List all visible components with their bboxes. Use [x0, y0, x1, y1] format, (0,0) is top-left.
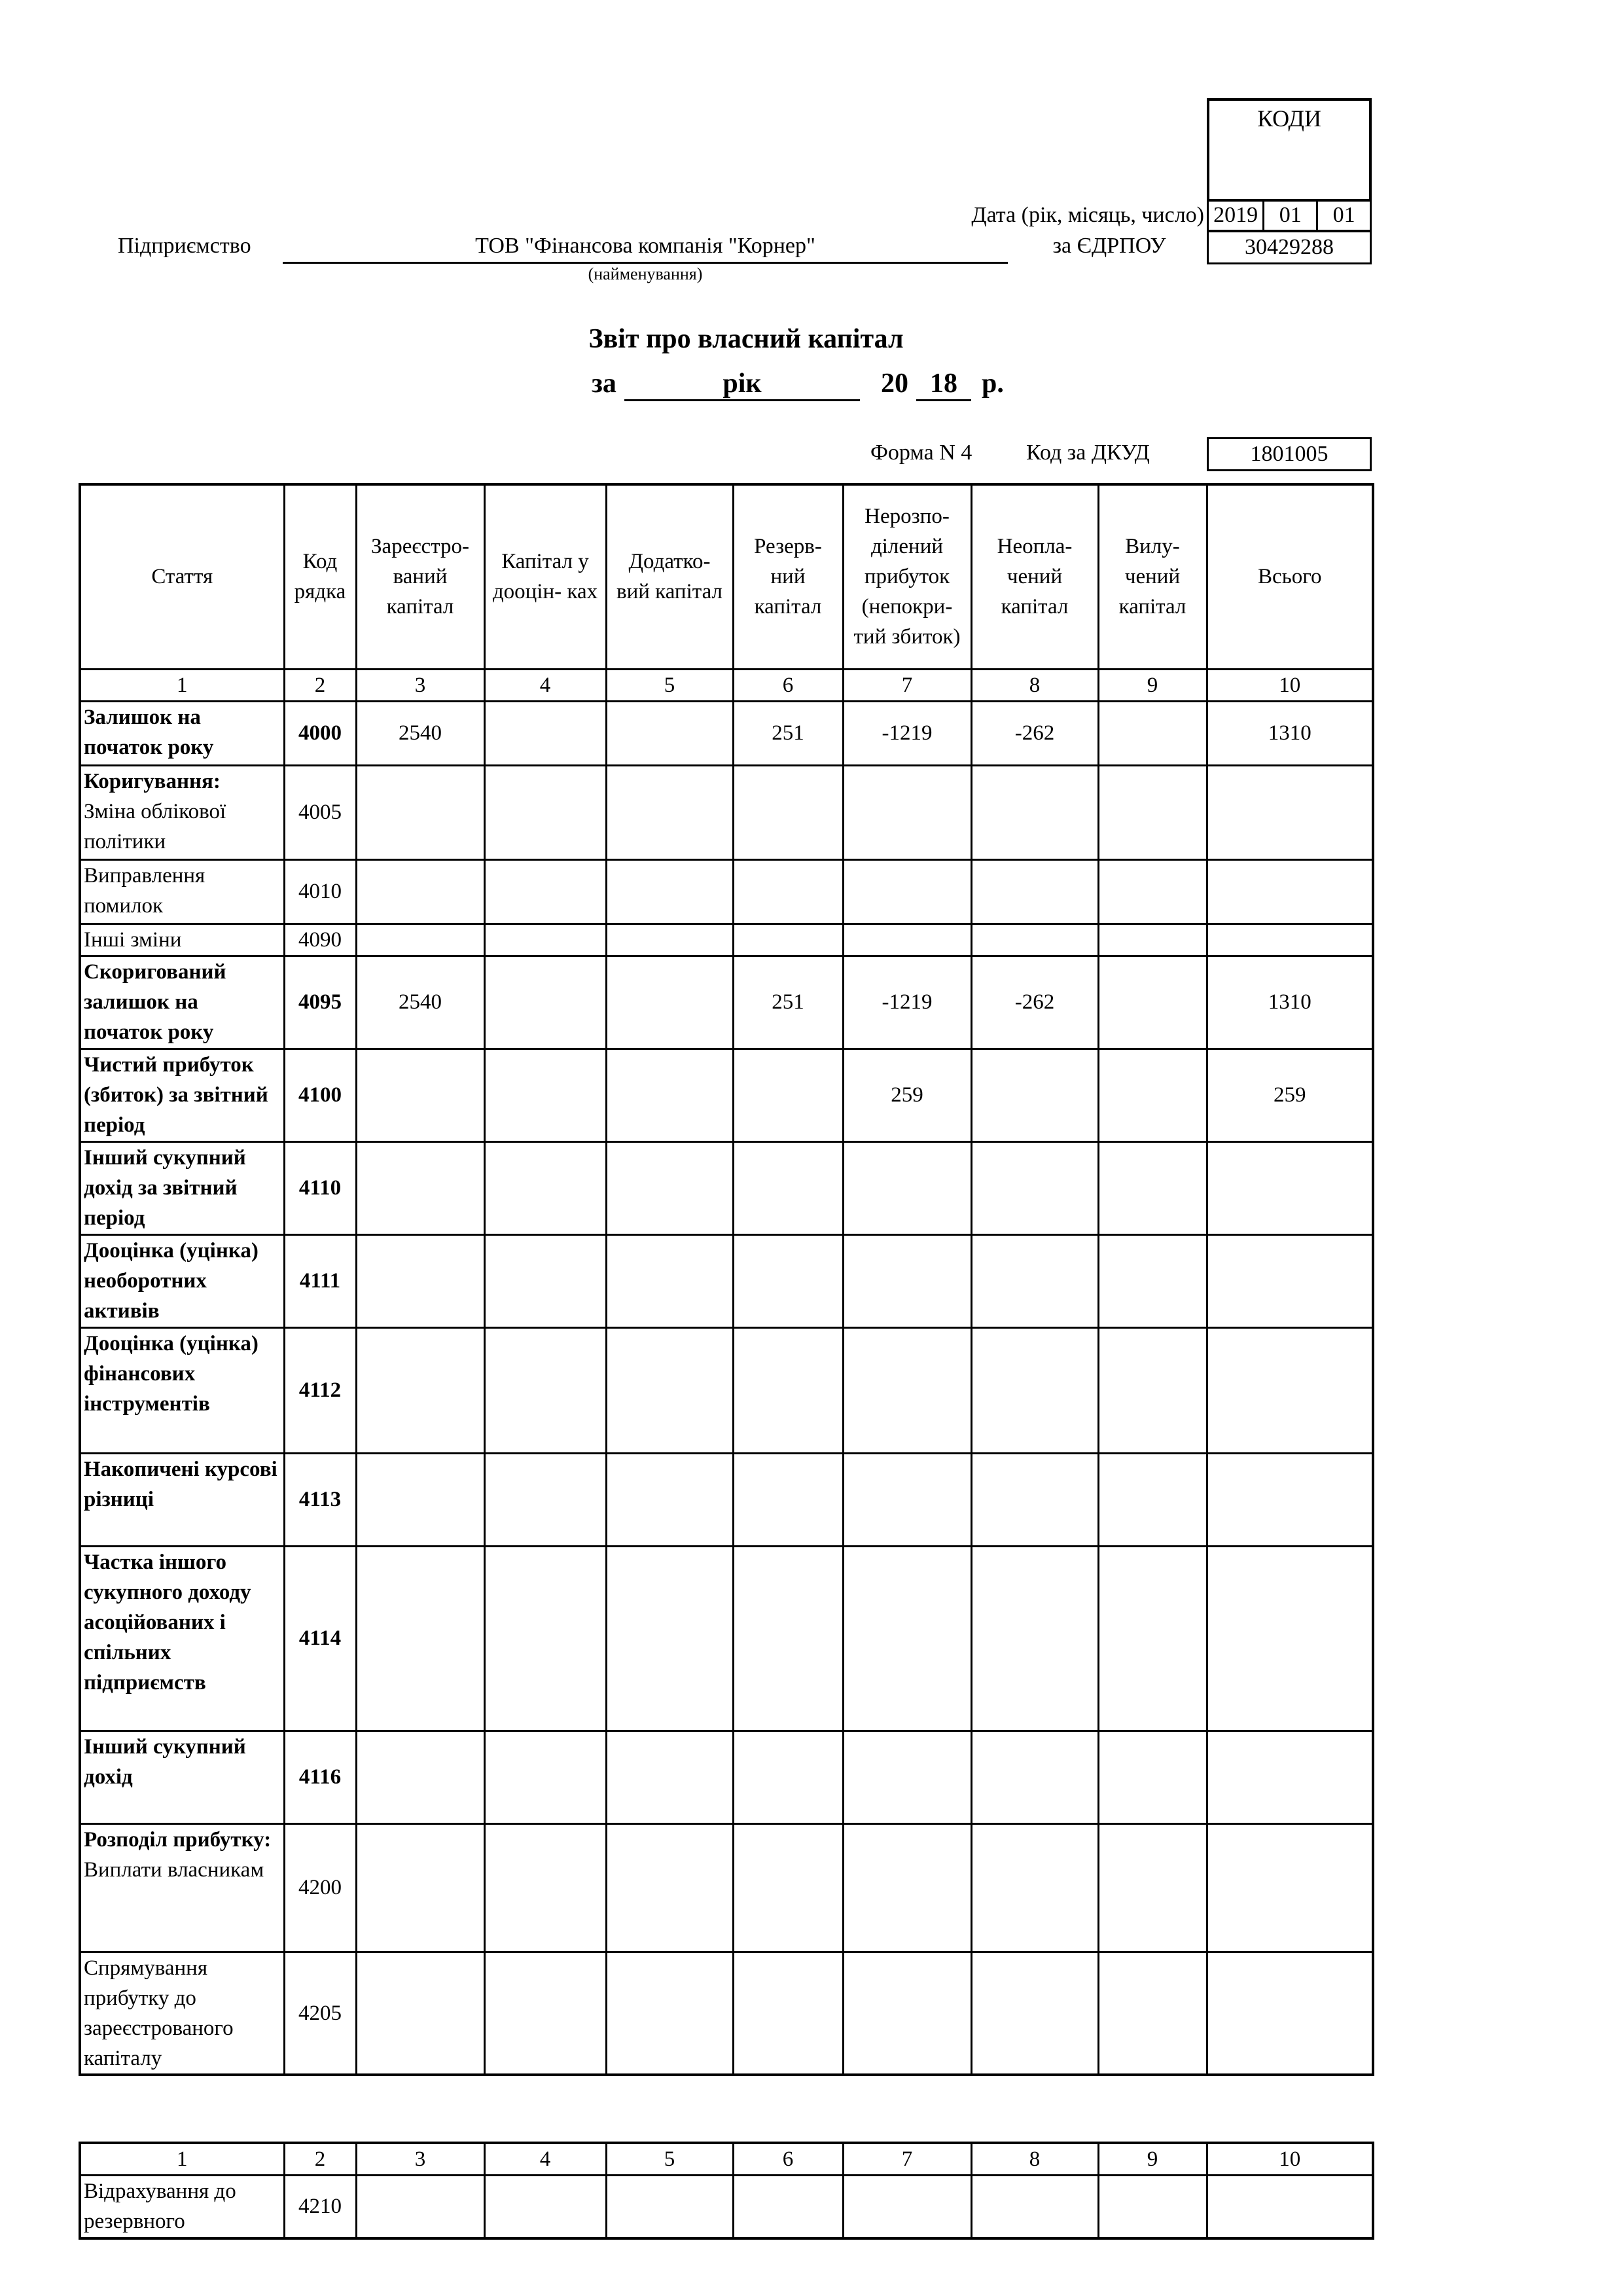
value-cell: [843, 1823, 971, 1952]
value-cell: [971, 1327, 1098, 1453]
column-number: 5: [606, 669, 733, 701]
value-cell: [1098, 924, 1207, 956]
dkud-label: Код за ДКУД: [1026, 440, 1150, 465]
row-title: [80, 2176, 284, 2238]
row-title: [80, 1141, 284, 1234]
column-header: Код рядка: [284, 484, 356, 669]
row-code: 4100: [284, 1049, 356, 1141]
year-suffix: 18: [916, 368, 971, 401]
row-code: 4090: [284, 924, 356, 956]
value-cell: [356, 1823, 484, 1952]
value-cell: 1310: [1207, 956, 1373, 1049]
row-code: 4112: [284, 1327, 356, 1453]
row-code: 4010: [284, 859, 356, 924]
value-cell: [971, 1823, 1098, 1952]
value-cell: [1207, 924, 1373, 956]
date-year: 2019: [1208, 200, 1264, 231]
value-cell: [1207, 2176, 1373, 2238]
row-title: [80, 1731, 284, 1823]
value-cell: [1098, 1453, 1207, 1546]
value-cell: [1207, 765, 1373, 859]
value-cell: [971, 765, 1098, 859]
year-prefix: 20: [881, 368, 908, 399]
column-number: 2: [284, 669, 356, 701]
value-cell: [606, 1234, 733, 1327]
table-row: [80, 2176, 1373, 2238]
row-title: [80, 924, 284, 956]
value-cell: [733, 1453, 843, 1546]
equity-table: [79, 483, 1374, 2076]
column-header: Додатко- вий капітал: [606, 484, 733, 669]
value-cell: [843, 924, 971, 956]
value-cell: [356, 1049, 484, 1141]
row-title-text: Зміна облікової політики: [84, 799, 226, 853]
value-cell: [606, 1327, 733, 1453]
dkud-code: 1801005: [1208, 439, 1371, 471]
year-r: р.: [982, 368, 1004, 399]
value-cell: [1098, 1546, 1207, 1731]
row-title: [80, 1049, 284, 1141]
table-row: [80, 765, 1373, 859]
value-cell: [971, 1731, 1098, 1823]
value-cell: [733, 765, 843, 859]
column-number: 5: [606, 2143, 733, 2176]
table-row: [80, 859, 1373, 924]
value-cell: [1207, 1952, 1373, 2075]
row-title: [80, 1453, 284, 1546]
page-title: Звіт про власний капітал: [588, 324, 904, 354]
value-cell: [606, 1952, 733, 2075]
column-number: 7: [843, 669, 971, 701]
row-code: 4111: [284, 1234, 356, 1327]
value-cell: [356, 924, 484, 956]
row-code: 4000: [284, 701, 356, 765]
value-cell: [1098, 956, 1207, 1049]
value-cell: 251: [733, 701, 843, 765]
column-number: 1: [80, 2143, 284, 2176]
row-title: [80, 956, 284, 1049]
value-cell: [733, 1234, 843, 1327]
value-cell: [356, 2176, 484, 2238]
dkud-code-box: [1207, 437, 1372, 471]
name-caption: (найменування): [588, 264, 703, 283]
row-title-text: Інший сукупний дохід за звітний період: [84, 1145, 246, 1230]
value-cell: [1098, 2176, 1207, 2238]
value-cell: [606, 1453, 733, 1546]
value-cell: [1207, 1731, 1373, 1823]
column-number: 4: [484, 669, 606, 701]
value-cell: [733, 1141, 843, 1234]
value-cell: [484, 1731, 606, 1823]
value-cell: [1207, 1823, 1373, 1952]
row-section-title: Коригування:: [84, 769, 221, 793]
value-cell: [356, 1546, 484, 1731]
value-cell: [843, 1141, 971, 1234]
value-cell: [484, 1952, 606, 2075]
row-title: [80, 701, 284, 765]
value-cell: [971, 1049, 1098, 1141]
column-number: 8: [971, 2143, 1098, 2176]
value-cell: [1098, 1952, 1207, 2075]
value-cell: [606, 701, 733, 765]
column-number: 9: [1098, 2143, 1207, 2176]
table-row: [80, 1327, 1373, 1453]
row-title-text: Дооцінка (уцінка) фінансових інструментів: [84, 1331, 259, 1416]
table-row: [80, 1731, 1373, 1823]
kody-label: КОДИ: [1257, 105, 1321, 132]
value-cell: [356, 1952, 484, 2075]
value-cell: [733, 1731, 843, 1823]
row-code: 4200: [284, 1823, 356, 1952]
value-cell: [1207, 1141, 1373, 1234]
column-number: 10: [1207, 669, 1373, 701]
row-title: [80, 859, 284, 924]
value-cell: [606, 859, 733, 924]
row-code: 4114: [284, 1546, 356, 1731]
table-row: [80, 1141, 1373, 1234]
value-cell: 1310: [1207, 701, 1373, 765]
value-cell: [484, 1546, 606, 1731]
value-cell: [484, 1049, 606, 1141]
row-code: 4110: [284, 1141, 356, 1234]
value-cell: [971, 1952, 1098, 2075]
value-cell: [606, 1731, 733, 1823]
row-title-text: Виплати власникам: [84, 1857, 264, 1882]
value-cell: 259: [1207, 1049, 1373, 1141]
value-cell: [733, 1049, 843, 1141]
value-cell: [843, 1453, 971, 1546]
row-title-text: Накопичені курсові різниці: [84, 1457, 277, 1511]
value-cell: [843, 765, 971, 859]
value-cell: [733, 1952, 843, 2075]
row-title: [80, 765, 284, 859]
table-row: [80, 1952, 1373, 2075]
row-title-text: Відрахування до резервного: [84, 2179, 236, 2233]
table-row: [80, 701, 1373, 765]
value-cell: [606, 924, 733, 956]
edrpou-label: за ЄДРПОУ: [1052, 234, 1166, 258]
period-line: [0, 368, 1623, 407]
edrpou-code-box: [1207, 230, 1372, 264]
value-cell: [1098, 1049, 1207, 1141]
column-number: 10: [1207, 2143, 1373, 2176]
row-title: [80, 1823, 284, 1952]
row-title: [80, 1327, 284, 1453]
row-title-text: Інший сукупний дохід: [84, 1734, 246, 1789]
date-codes: [1207, 199, 1372, 232]
row-title-text: Інші зміни: [84, 927, 182, 952]
value-cell: [971, 924, 1098, 956]
column-header: Нерозпо- ділений прибуток (непокри- тий збиток): [843, 484, 971, 669]
value-cell: [843, 1952, 971, 2075]
value-cell: [971, 1141, 1098, 1234]
value-cell: [484, 1327, 606, 1453]
value-cell: [1098, 1823, 1207, 1952]
column-numbers: [80, 669, 1373, 701]
kody-box: [1207, 98, 1372, 202]
table-row: [80, 956, 1373, 1049]
value-cell: [733, 1546, 843, 1731]
value-cell: [356, 1234, 484, 1327]
value-cell: [843, 1327, 971, 1453]
value-cell: [484, 924, 606, 956]
row-title-text: Виправлення помилок: [84, 863, 205, 918]
value-cell: -1219: [843, 701, 971, 765]
value-cell: [356, 859, 484, 924]
column-numbers-continued: [80, 2143, 1373, 2176]
value-cell: [843, 1234, 971, 1327]
value-cell: [1098, 1234, 1207, 1327]
value-cell: [606, 2176, 733, 2238]
value-cell: [843, 2176, 971, 2238]
value-cell: [733, 2176, 843, 2238]
form-label: Форма N 4: [870, 440, 972, 465]
value-cell: [1207, 1453, 1373, 1546]
column-number: 1: [80, 669, 284, 701]
column-headers: [80, 484, 1373, 669]
value-cell: [733, 859, 843, 924]
column-number: 2: [284, 2143, 356, 2176]
value-cell: [484, 859, 606, 924]
row-title-text: Спрямування прибутку до зареєстрованого капіталу: [84, 1956, 234, 2070]
value-cell: 2540: [356, 701, 484, 765]
value-cell: [606, 1546, 733, 1731]
column-number: 6: [733, 669, 843, 701]
value-cell: [356, 765, 484, 859]
period-za: за: [592, 368, 616, 399]
date-day: 01: [1317, 200, 1371, 231]
column-header: Капітал у дооцін- ках: [484, 484, 606, 669]
value-cell: [484, 1823, 606, 1952]
row-title-text: Дооцінка (уцінка) необоротних активів: [84, 1238, 259, 1323]
value-cell: [971, 859, 1098, 924]
value-cell: [971, 1234, 1098, 1327]
column-header: Неопла- чений капітал: [971, 484, 1098, 669]
column-number: 4: [484, 2143, 606, 2176]
row-title-text: Залишок на початок року: [84, 705, 214, 759]
column-header: Вилу- чений капітал: [1098, 484, 1207, 669]
row-title-text: Скоригований залишок на початок року: [84, 960, 226, 1044]
value-cell: [606, 765, 733, 859]
value-cell: [356, 1731, 484, 1823]
value-cell: [1098, 1141, 1207, 1234]
row-code: 4113: [284, 1453, 356, 1546]
value-cell: [484, 701, 606, 765]
column-number: 3: [356, 2143, 484, 2176]
value-cell: 2540: [356, 956, 484, 1049]
value-cell: [971, 2176, 1098, 2238]
value-cell: -262: [971, 701, 1098, 765]
table-row: [80, 1546, 1373, 1731]
table-row: [80, 1234, 1373, 1327]
row-code: 4095: [284, 956, 356, 1049]
row-title: [80, 1952, 284, 2075]
table-row: [80, 1453, 1373, 1546]
value-cell: [356, 1453, 484, 1546]
edrpou-code: 30429288: [1208, 232, 1371, 264]
enterprise-label: Підприємство: [118, 234, 251, 258]
equity-table-continued: [79, 2142, 1374, 2240]
value-cell: [484, 2176, 606, 2238]
row-code: 4210: [284, 2176, 356, 2238]
value-cell: 251: [733, 956, 843, 1049]
value-cell: [1098, 1327, 1207, 1453]
value-cell: [1098, 1731, 1207, 1823]
value-cell: [606, 1049, 733, 1141]
row-title: [80, 1546, 284, 1731]
value-cell: [733, 924, 843, 956]
value-cell: [1098, 765, 1207, 859]
row-title-text: Чистий прибуток (збиток) за звітний період: [84, 1052, 268, 1137]
value-cell: [484, 765, 606, 859]
value-cell: [1207, 1546, 1373, 1731]
value-cell: [971, 1546, 1098, 1731]
table-row: [80, 1823, 1373, 1952]
value-cell: [484, 1234, 606, 1327]
row-title-text: Частка іншого сукупного доходу асоційованих і спільних підприємств: [84, 1550, 251, 1695]
value-cell: [1207, 1234, 1373, 1327]
row-code: 4005: [284, 765, 356, 859]
value-cell: [1098, 859, 1207, 924]
column-header: Стаття: [80, 484, 284, 669]
column-header: Всього: [1207, 484, 1373, 669]
date-label: Дата (рік, місяць, число): [971, 203, 1204, 227]
value-cell: -1219: [843, 956, 971, 1049]
row-code: 4205: [284, 1952, 356, 2075]
value-cell: 259: [843, 1049, 971, 1141]
row-section-title: Розподіл прибутку:: [84, 1827, 272, 1852]
value-cell: [484, 956, 606, 1049]
value-cell: [733, 1327, 843, 1453]
table-row: [80, 1049, 1373, 1141]
value-cell: [606, 956, 733, 1049]
column-number: 3: [356, 669, 484, 701]
row-code: 4116: [284, 1731, 356, 1823]
value-cell: [606, 1141, 733, 1234]
value-cell: [356, 1327, 484, 1453]
value-cell: -262: [971, 956, 1098, 1049]
value-cell: [843, 1546, 971, 1731]
column-number: 9: [1098, 669, 1207, 701]
column-header: Резерв- ний капітал: [733, 484, 843, 669]
column-number: 7: [843, 2143, 971, 2176]
value-cell: [733, 1823, 843, 1952]
value-cell: [606, 1823, 733, 1952]
value-cell: [484, 1141, 606, 1234]
column-number: 6: [733, 2143, 843, 2176]
period-type: рік: [624, 368, 860, 401]
value-cell: [843, 859, 971, 924]
value-cell: [356, 1141, 484, 1234]
value-cell: [971, 1453, 1098, 1546]
table-row: [80, 924, 1373, 956]
value-cell: [484, 1453, 606, 1546]
column-number: 8: [971, 669, 1098, 701]
value-cell: [1207, 1327, 1373, 1453]
column-header: Зареєстро- ваний капітал: [356, 484, 484, 669]
value-cell: [1207, 859, 1373, 924]
date-month: 01: [1264, 200, 1317, 231]
value-cell: [843, 1731, 971, 1823]
enterprise-name: ТОВ "Фінансова компанія "Корнер": [283, 230, 1008, 264]
value-cell: [1098, 701, 1207, 765]
row-title: [80, 1234, 284, 1327]
